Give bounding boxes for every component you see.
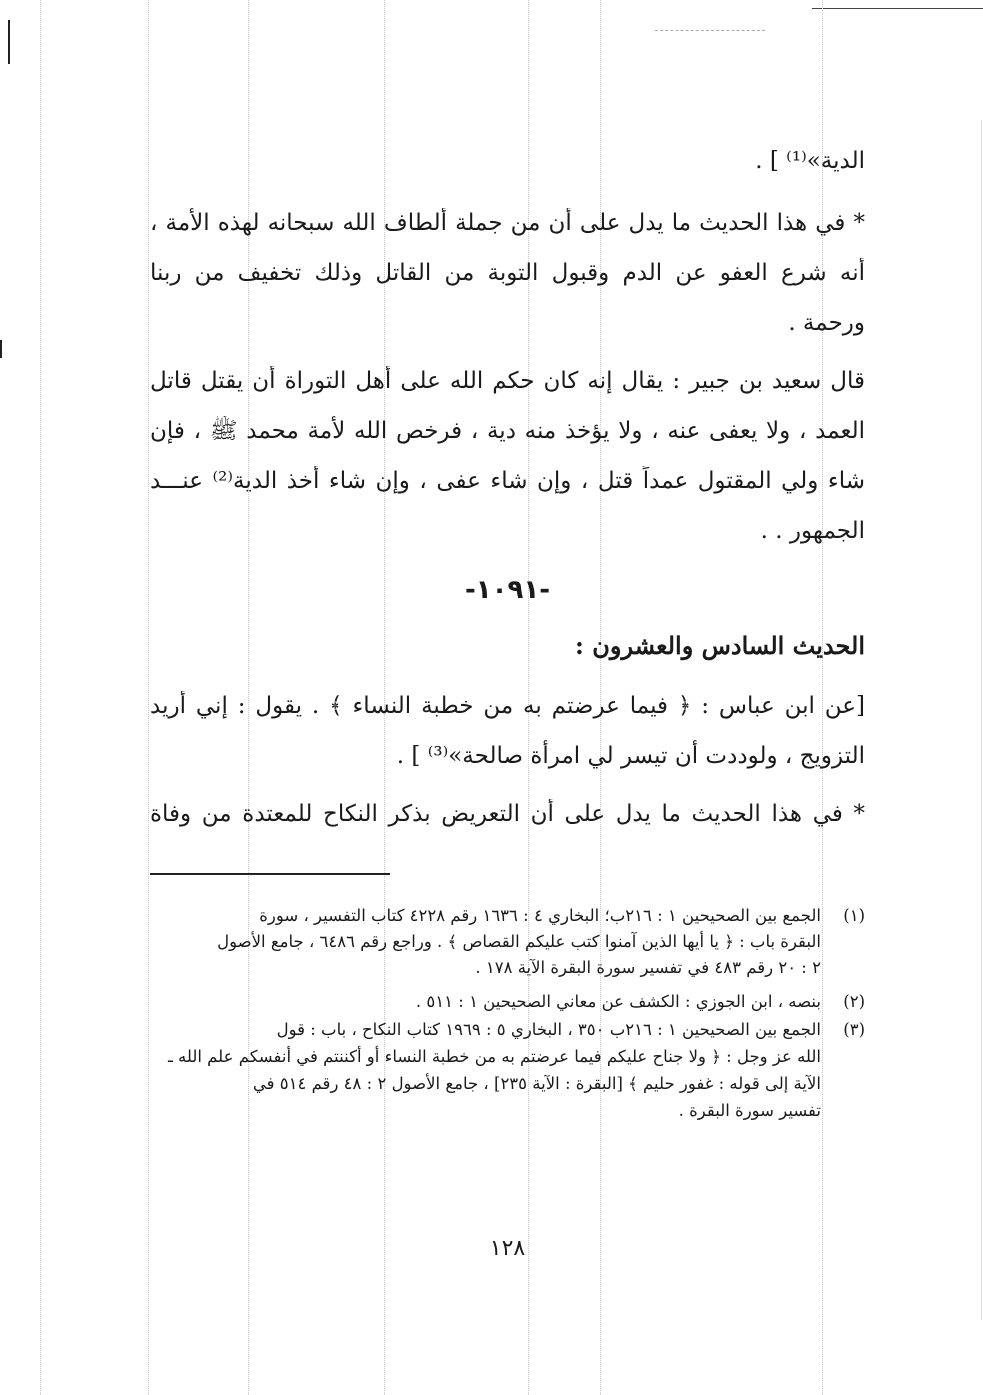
commentary-line: أنه شرع العفو عن الدم وقبول التوبة من القاتل وذلك تخفيف من ربنا — [150, 260, 865, 286]
footnote-2 — [150, 991, 865, 1013]
commentary-line: * في هذا الحديث ما يدل على أن التعريض بذكر النكاح للمعتدة من وفاة — [150, 801, 865, 827]
scan-artifact-dotted-line — [148, 0, 149, 1395]
commentary-line: * في هذا الحديث ما يدل على أن من جملة ألطاف الله سبحانه لهذه الأمة ، — [150, 210, 865, 236]
footnote-number: (٣) — [843, 1020, 865, 1039]
section-title: الحديث السادس والعشرون : — [575, 631, 865, 660]
continuation-line: الدية»⁽¹⁾ ] . — [755, 148, 865, 174]
scan-artifact-dotted-line — [40, 0, 41, 1395]
scan-artifact-left-bar — [8, 20, 10, 64]
commentary-line: ورحمة . — [788, 310, 865, 336]
footnote-number: (٢) — [843, 992, 865, 1011]
scan-artifact-left-mark — [0, 340, 2, 358]
footnote-text: الجمع بين الصحيحين ١ : ٢١٦ب ٣٥٠ ، البخاري ٥ : ١٩٦٩ كتاب النكاح ، باب : قول — [276, 1020, 821, 1039]
quote-line: شاء ولي المقتول عمداً قتل ، وإن شاء عفى ، وإن شاء أخذ الدية⁽²⁾ عنـــد — [150, 468, 865, 494]
footnote-1-cont: البقرة باب : ﴿ يا أيها الذين آمنوا كتب عليكم القصاص ﴾ . وراجع رقم ٦٤٨٦ ، جامع الأصول — [217, 932, 821, 951]
footnote-text: الجمع بين الصحيحين ١ : ٢١٦ب؛ البخاري ٤ : ١٦٣٦ رقم ٤٢٢٨ كتاب التفسير ، سورة — [259, 906, 821, 925]
footnote-1-cont: ٢ : ٢٠ رقم ٤٨٣ في تفسير سورة البقرة الآية ١٧٨ . — [475, 958, 821, 977]
footnote-number: (١) — [843, 906, 865, 925]
quote-line: العمد ، ولا يعفى عنه ، ولا يؤخذ منه دية ، فرخص الله لأمة محمد ﷺ ، فإن — [150, 418, 865, 444]
quote-line: قال سعيد بن جبير : يقال إنه كان حكم الله على أهل التوراة أن يقتل قاتل — [150, 368, 865, 394]
scan-artifact-dashes — [655, 30, 765, 31]
hadith-text-line: [عن ابن عباس : ﴿ فيما عرضتم به من خطبة النساء ﴾ . يقول : إني أريد — [150, 693, 865, 719]
footnote-text: بنصه ، ابن الجوزي : الكشف عن معاني الصحيحين ١ : ٥١١ . — [415, 992, 821, 1011]
footnote-3 — [150, 1019, 865, 1041]
hadith-number: -١٠٩١- — [464, 575, 551, 605]
scan-artifact-top-rule — [812, 8, 983, 9]
hadith-text-line: التزويج ، ولوددت أن تيسر لي امرأة صالحة»⁽³⁾ ] . — [396, 743, 865, 769]
footnote-separator — [150, 873, 390, 875]
scan-artifact-right-edge — [981, 120, 982, 1320]
page-number: ١٢٨ — [489, 1236, 526, 1261]
footnote-3-cont: الآية إلى قوله : غفور حليم ﴾ [البقرة : الآية ٢٣٥] ، جامع الأصول ٢ : ٤٨ رقم ٥١٤ في — [252, 1074, 821, 1093]
quote-line: الجمهور . . — [760, 518, 865, 544]
footnote-3-cont: تفسير سورة البقرة . — [678, 1101, 821, 1120]
footnote-1 — [150, 905, 865, 927]
footnote-3-cont: الله عز وجل : ﴿ ولا جناح عليكم فيما عرضتم به من خطبة النساء أو أكننتم في أنفسكم علم الله ـ — [167, 1047, 821, 1066]
